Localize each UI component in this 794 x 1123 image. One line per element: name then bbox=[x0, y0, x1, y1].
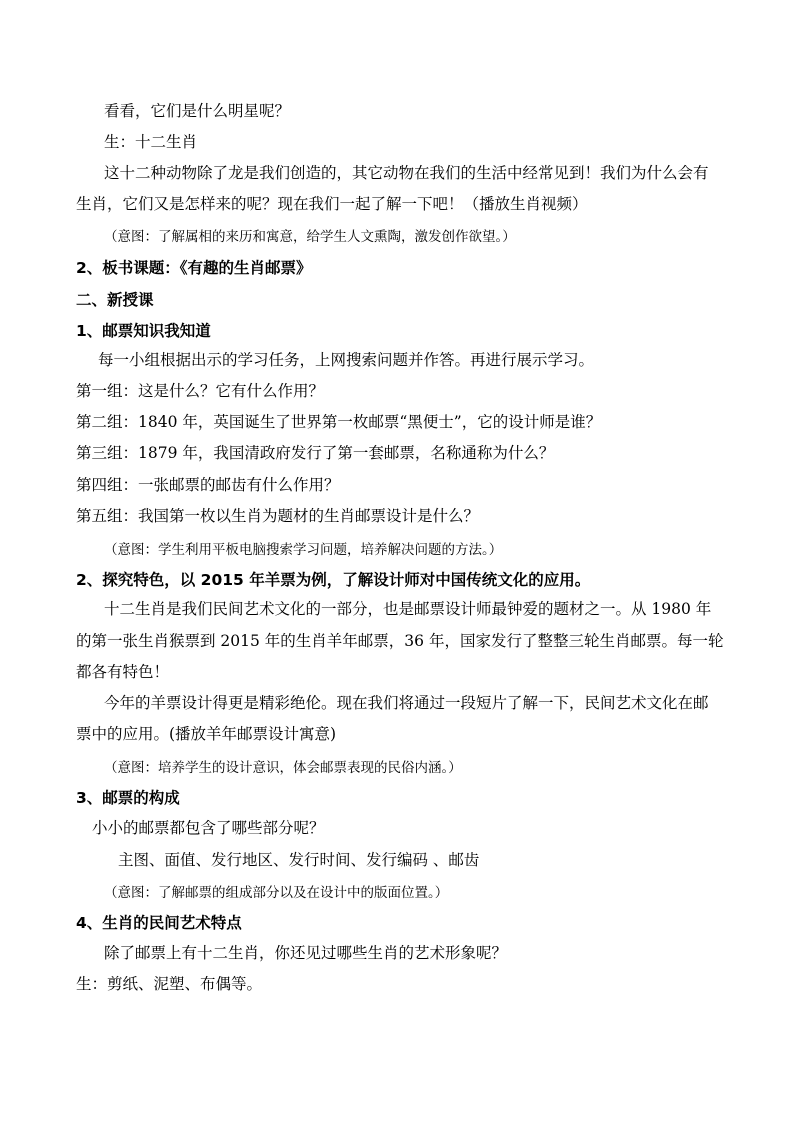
intent-note: （意图：培养学生的设计意识，体会邮票表现的民俗内涵。） bbox=[104, 760, 462, 776]
text-line: 生：十二生肖 bbox=[104, 133, 198, 151]
paragraph-line: 十二生肖是我们民间艺术文化的一部分，也是邮票设计师最钟爱的题材之一。从 1980 年 bbox=[104, 600, 712, 618]
section-heading: 4、生肖的民间艺术特点 bbox=[76, 914, 242, 932]
paragraph-line: 这十二种动物除了龙是我们创造的，其它动物在我们的生活中经常见到！我们为什么会有 bbox=[104, 164, 709, 182]
paragraph-line: 今年的羊票设计得更是精彩绝伦。现在我们将通过一段短片了解一下，民间艺术文化在邮 bbox=[104, 694, 709, 712]
group-task: 第三组：1879 年，我国清政府发行了第一套邮票，名称通称为什么？ bbox=[76, 444, 555, 462]
paragraph-line: 主图、面值、发行地区、发行时间、发行编码 、邮齿 bbox=[118, 851, 480, 869]
paragraph-line: 的第一张生肖猴票到 2015 年的生肖羊年邮票，36 年，国家发行了整整三轮生肖邮票。每一轮 bbox=[76, 632, 724, 650]
group-task: 第五组：我国第一枚以生肖为题材的生肖邮票设计是什么？ bbox=[76, 507, 480, 525]
paragraph-line: 票中的应用。(播放羊年邮票设计寓意) bbox=[76, 725, 337, 743]
paragraph-line: 都各有特色！ bbox=[76, 663, 170, 681]
paragraph-line: 生：剪纸、泥塑、布偶等。 bbox=[76, 975, 263, 993]
paragraph-line: 每一小组根据出示的学习任务，上网搜索问题并作答。再进行展示学习。 bbox=[98, 351, 595, 369]
paragraph-line: 小小的邮票都包含了哪些部分呢？ bbox=[92, 819, 325, 837]
section-heading: 3、邮票的构成 bbox=[76, 789, 180, 807]
intent-note: （意图：了解邮票的组成部分以及在设计中的版面位置。） bbox=[104, 885, 449, 901]
paragraph-line: 除了邮票上有十二生肖，你还见过哪些生肖的艺术形象呢？ bbox=[104, 944, 508, 962]
paragraph-line: 生肖，它们又是怎样来的呢？现在我们一起了解一下吧！（播放生肖视频） bbox=[76, 195, 588, 213]
section-heading: 二、新授课 bbox=[76, 291, 154, 309]
section-heading: 2、板书课题：《有趣的生肖邮票》 bbox=[76, 259, 312, 277]
group-task: 第一组：这是什么？它有什么作用？ bbox=[76, 382, 325, 400]
section-heading: 2、探究特色，以 2015 年羊票为例，了解设计师对中国传统文化的应用。 bbox=[76, 571, 591, 589]
section-heading: 1、邮票知识我知道 bbox=[76, 322, 211, 340]
intent-note: （意图：学生利用平板电脑搜索学习问题，培养解决问题的方法。） bbox=[104, 542, 503, 558]
intent-note: （意图：了解属相的来历和寓意，给学生人文熏陶，激发创作欲望。） bbox=[104, 229, 516, 245]
text-line: 看看，它们是什么明星呢？ bbox=[104, 102, 291, 120]
group-task: 第二组：1840 年，英国诞生了世界第一枚邮票“黑便士”，它的设计师是谁？ bbox=[76, 413, 602, 431]
group-task: 第四组：一张邮票的邮齿有什么作用？ bbox=[76, 476, 340, 494]
